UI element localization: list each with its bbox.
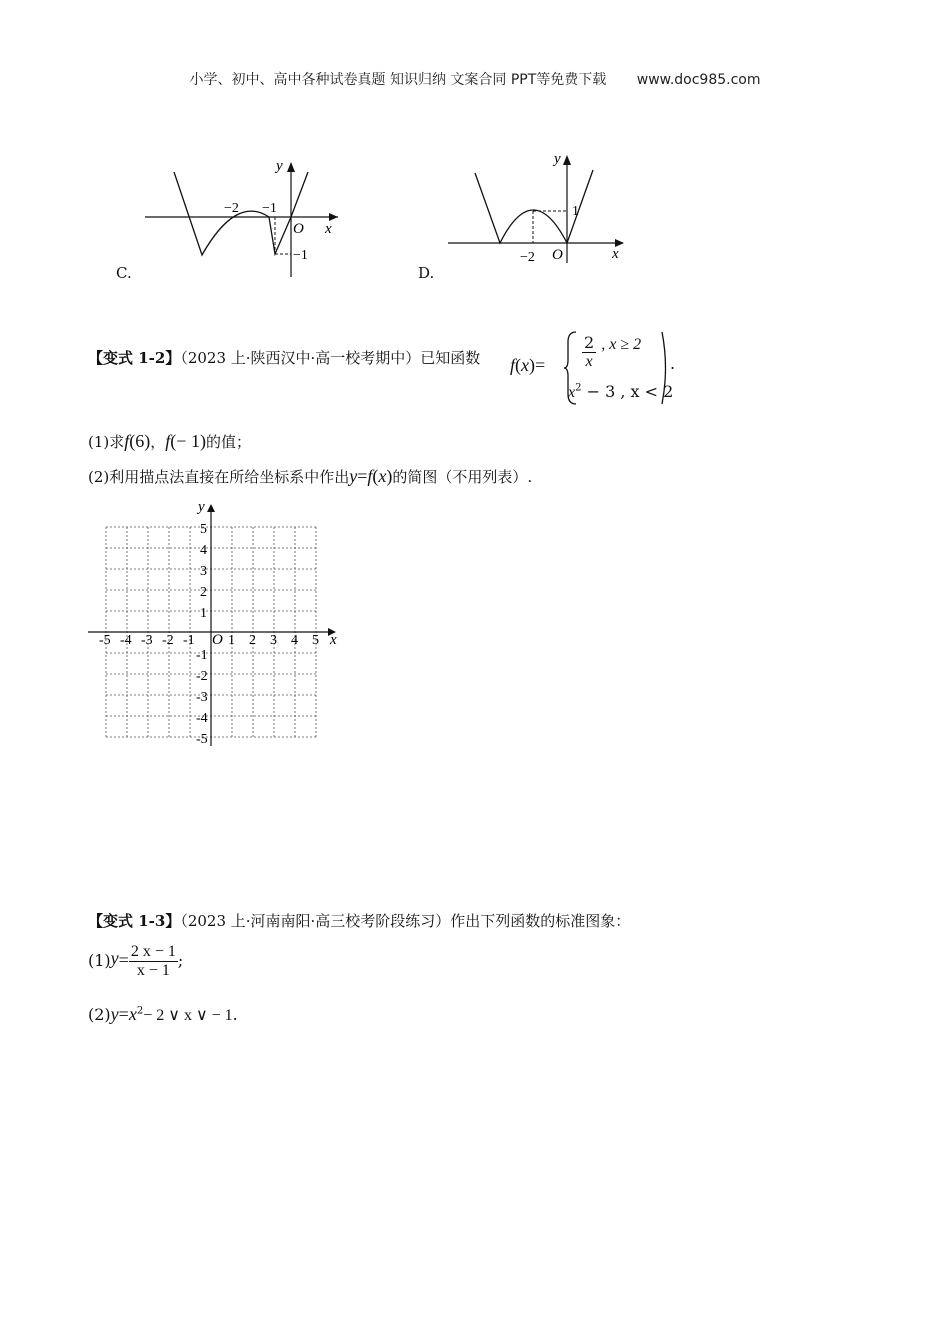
q13-sub2 bbox=[88, 1004, 238, 1025]
q12-piecewise: f(x)= $\frac{2}{x}$ , x ≥ 2 $x^2 - 3$ , x < 2 . bbox=[510, 330, 680, 406]
grid-y-label: y bbox=[198, 499, 205, 515]
option-c-y-label: y bbox=[276, 158, 283, 174]
q13-sub1-suffix: ; bbox=[177, 951, 184, 970]
q13-sub2-prefix: (2) bbox=[88, 1005, 111, 1024]
grid-y-tick: -3 bbox=[196, 690, 208, 705]
option-c-label[interactable]: C. bbox=[116, 264, 132, 282]
q12-sub2-x: x bbox=[378, 466, 387, 486]
q13-sub2-y: y bbox=[110, 1004, 119, 1024]
q13-sub2-rest: − 2 ∨ x ∨ − 1 bbox=[143, 1007, 233, 1024]
q13-sub1-prefix: (1) bbox=[88, 951, 111, 970]
q13-sub1-num: 2 x − 1 bbox=[130, 943, 176, 960]
option-c-tick-y-neg1: −1 bbox=[293, 248, 308, 263]
q12-sub1-sep: ， bbox=[150, 433, 166, 451]
q13-sub2-eq: = bbox=[118, 1004, 129, 1024]
option-c-x-label: x bbox=[325, 221, 332, 237]
q12-sub1-f2: f bbox=[165, 431, 171, 451]
q12-tag: 【变式 1-2】 bbox=[88, 349, 181, 367]
q12-sub1-arg2: − 1 bbox=[176, 431, 200, 451]
right-paren bbox=[660, 330, 670, 406]
option-d-tick-1: 1 bbox=[572, 204, 579, 219]
q13-sub1-den: x − 1 bbox=[136, 962, 170, 979]
q12-fx: x bbox=[521, 355, 530, 375]
grid-y-tick: -1 bbox=[196, 648, 208, 663]
piece1-cond: , x ≥ 2 bbox=[601, 335, 642, 353]
grid-x-tick: -2 bbox=[162, 633, 174, 648]
q12-sub1: (1)求f(6)，f(− 1)的值； bbox=[88, 431, 251, 451]
grid-y-tick: 5 bbox=[200, 522, 207, 537]
grid-x-tick: -5 bbox=[99, 633, 111, 648]
grid-y-tick: 1 bbox=[200, 606, 207, 621]
q12-sub2-prefix: (2)利用描点法直接在所给坐标系中作出 bbox=[88, 468, 350, 486]
q13-sub2-suffix: . bbox=[232, 1005, 238, 1024]
q12-source: （2023 上·陕西汉中·高一校考期中）已知函数 bbox=[180, 349, 481, 367]
grid-origin: O bbox=[212, 632, 223, 648]
grid-y-tick: 4 bbox=[200, 543, 207, 558]
grid-x-tick: 4 bbox=[291, 633, 298, 648]
grid-x-tick: -1 bbox=[183, 633, 195, 648]
grid-x-tick: 3 bbox=[270, 633, 277, 648]
grid-y-arrow bbox=[207, 504, 215, 512]
q13-sub1 bbox=[88, 943, 183, 980]
q12-intro bbox=[88, 347, 480, 368]
grid-y-tick: 3 bbox=[200, 564, 207, 579]
piece2-rest: − 3 , x < 2 bbox=[586, 382, 674, 401]
q13-sub1-eq: = bbox=[118, 950, 129, 970]
q12-sub1-suffix: 的值； bbox=[205, 433, 251, 451]
option-c-origin: O bbox=[293, 221, 304, 237]
option-c-graph bbox=[110, 150, 350, 285]
q13-sub2-exp: 2 bbox=[136, 1005, 144, 1017]
grid-y-tick: -2 bbox=[196, 669, 208, 684]
piece2-x: x bbox=[568, 384, 576, 401]
q13-tag: 【变式 1-3】 bbox=[88, 912, 181, 930]
piece1-num: 2 bbox=[584, 333, 595, 352]
header-text: 小学、初中、高中各种试卷真题 知识归纳 文案合同 PPT等免费下载 bbox=[189, 72, 607, 88]
grid-x-label: x bbox=[330, 632, 337, 648]
grid-x-tick: 1 bbox=[228, 633, 235, 648]
q12-sub2: (2)利用描点法直接在所给坐标系中作出y=f(x)的简图（不用列表）. bbox=[88, 466, 533, 486]
grid-x-tick: 5 bbox=[312, 633, 319, 648]
piece2-exp: 2 bbox=[575, 382, 582, 394]
q12-sub1-arg1: 6 bbox=[135, 431, 145, 451]
option-c-tick-neg1: −1 bbox=[262, 201, 277, 216]
grid-y-tick: -5 bbox=[196, 732, 208, 747]
q12-sub2-suffix: 的简图（不用列表）. bbox=[392, 468, 533, 486]
q12-period: . bbox=[670, 354, 676, 373]
option-d-graph bbox=[440, 145, 640, 285]
header-site-link[interactable]: www.doc985.com bbox=[636, 72, 761, 88]
q12-sub2-y: y bbox=[349, 466, 358, 486]
coordinate-grid[interactable] bbox=[84, 496, 350, 752]
grid-y-tick: -4 bbox=[196, 711, 208, 726]
option-d-x-label: x bbox=[612, 246, 619, 262]
q12-sub1-prefix: (1)求 bbox=[88, 433, 125, 451]
q13-sub2-x: x bbox=[128, 1004, 137, 1024]
q13-source: （2023 上·河南南阳·高三校考阶段练习）作出下列函数的标准图象： bbox=[180, 912, 631, 930]
q12-sub2-eq: = bbox=[357, 466, 368, 486]
grid-x-tick: -3 bbox=[141, 633, 153, 648]
grid-x-tick: 2 bbox=[249, 633, 256, 648]
option-d-label[interactable]: D. bbox=[418, 264, 435, 282]
option-d-tick-neg2: −2 bbox=[520, 250, 535, 265]
option-d-y-label: y bbox=[554, 151, 561, 167]
option-c-tick-neg2: −2 bbox=[224, 201, 239, 216]
q12-sub2-f: f bbox=[367, 466, 373, 486]
q13-sub1-y: y bbox=[110, 948, 119, 968]
grid-x-tick: -4 bbox=[120, 633, 132, 648]
piece1-den: x bbox=[585, 353, 593, 370]
q12-sub1-f1: f bbox=[124, 431, 130, 451]
option-d-origin: O bbox=[552, 247, 563, 263]
q12-f: f bbox=[510, 355, 516, 375]
q13-intro bbox=[88, 910, 630, 931]
grid-y-tick: 2 bbox=[200, 585, 207, 600]
page-header bbox=[0, 69, 950, 89]
